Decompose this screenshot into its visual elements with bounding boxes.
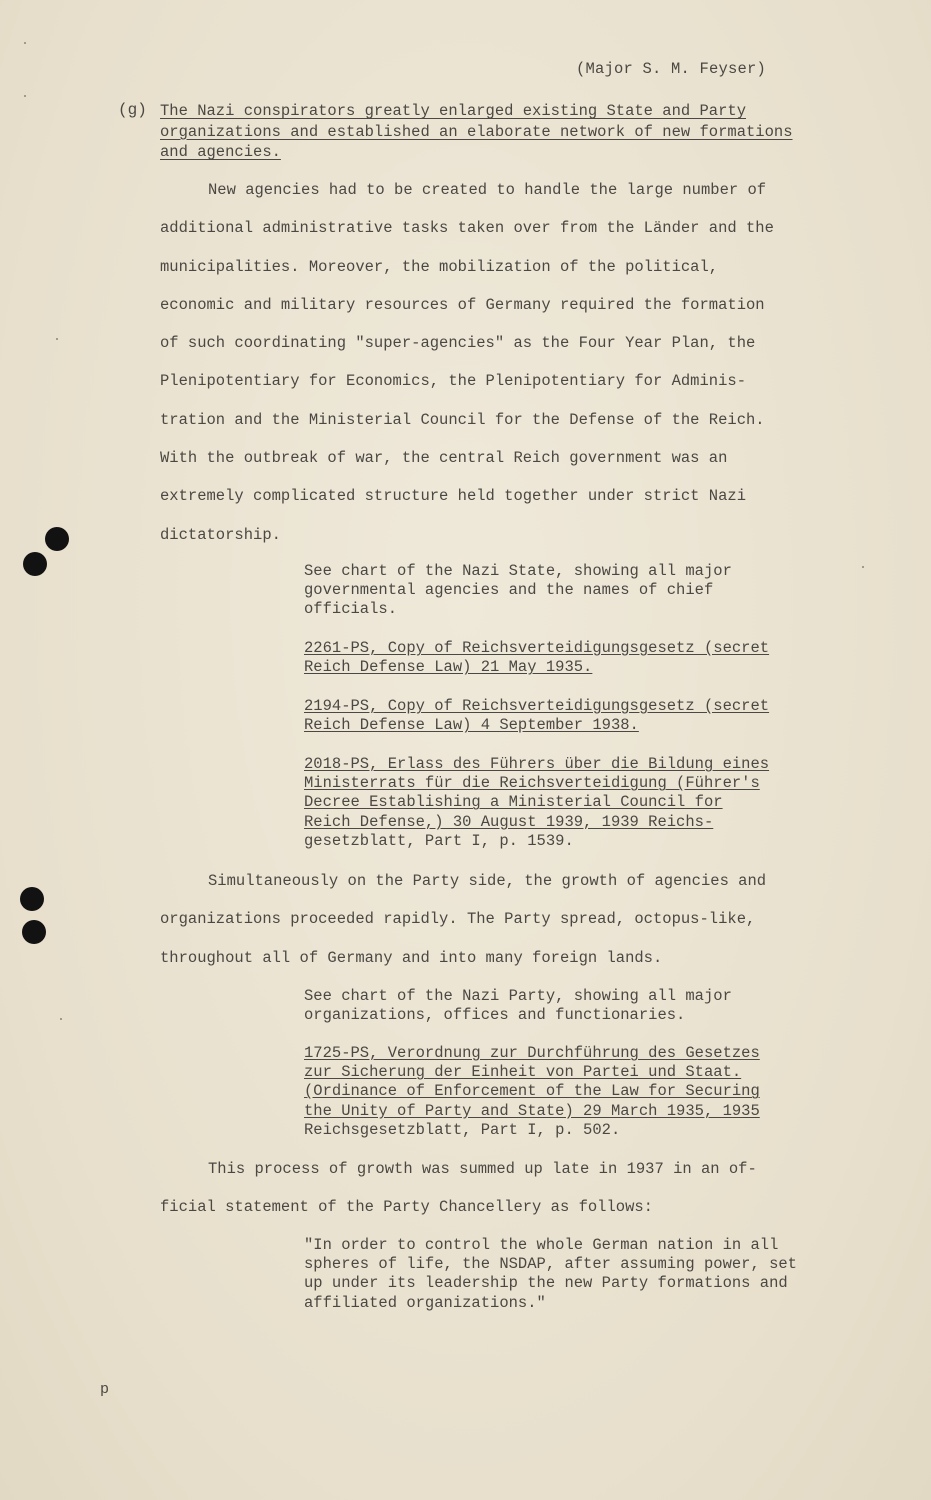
text-line: See chart of the Nazi Party, showing all major <box>304 987 732 1005</box>
text-line: municipalities. Moreover, the mobilization of the political, <box>160 257 719 276</box>
text-line: Ministerrats für die Reichsverteidigung (Führer's <box>304 774 760 793</box>
body-paragraph-2 <box>160 862 790 977</box>
text-line: gesetzblatt, Part I, p. 1539. <box>304 831 574 850</box>
text-line: throughout all of Germany and into many foreign lands. <box>160 948 663 967</box>
text-line: spheres of life, the NSDAP, after assuming power, set <box>304 1255 797 1274</box>
punch-hole <box>20 887 44 911</box>
body-paragraph-3 <box>160 1150 790 1227</box>
text-line: ficial statement of the Party Chancellery as follows: <box>160 1198 653 1217</box>
text-line: governmental agencies and the names of chief <box>304 581 714 600</box>
text-line: Reich Defense Law) 21 May 1935. <box>304 658 593 677</box>
reference-note-1 <box>304 562 794 620</box>
punch-hole <box>22 920 46 944</box>
quotation-block <box>304 1236 824 1313</box>
reference-note-4 <box>304 755 794 851</box>
text-line: the Unity of Party and State) 29 March 1935, 1935 <box>304 1101 760 1120</box>
heading-line: and agencies. <box>160 143 281 161</box>
text-line: zur Sicherung der Einheit von Partei und Staat. <box>304 1063 742 1082</box>
text-line: New agencies had to be created to handle the large number of <box>208 181 767 199</box>
paper-speck <box>60 1018 62 1020</box>
text-line: organizations, offices and functionaries. <box>304 1006 686 1025</box>
text-line: extremely complicated structure held together under strict Nazi <box>160 487 746 506</box>
text-line: dictatorship. <box>160 525 281 544</box>
text-line: economic and military resources of Germany required the formation <box>160 295 765 314</box>
text-line: 2261-PS, Copy of Reichsverteidigungsgesetz (secret <box>304 639 770 657</box>
text-line: "In order to control the whole German nation in all <box>304 1236 779 1254</box>
heading-line: organizations and established an elaborate network of new formations <box>160 122 793 141</box>
text-line: Simultaneously on the Party side, the growth of agencies and <box>208 872 767 890</box>
author-attribution: (Major S. M. Feyser) <box>576 60 767 78</box>
text-line: affiliated organizations." <box>304 1293 546 1312</box>
punch-hole <box>45 527 69 551</box>
reference-note-3 <box>304 697 794 735</box>
punch-hole <box>23 552 47 576</box>
paper-speck <box>24 95 26 97</box>
text-line: With the outbreak of war, the central Reich government was an <box>160 449 728 468</box>
text-line: 1725-PS, Verordnung zur Durchführung des Gesetzes <box>304 1044 760 1062</box>
text-line: tration and the Ministerial Council for the Defense of the Reich. <box>160 410 765 429</box>
text-line: (Ordinance of Enforcement of the Law for Securing <box>304 1082 760 1101</box>
text-line: of such coordinating "super-agencies" as the Four Year Plan, the <box>160 334 756 353</box>
text-line: Reichsgesetzblatt, Part I, p. 502. <box>304 1120 621 1139</box>
reference-note-6 <box>304 1044 794 1140</box>
text-line: See chart of the Nazi State, showing all major <box>304 562 732 580</box>
text-line: Reich Defense Law) 4 September 1938. <box>304 716 639 735</box>
text-line: officials. <box>304 600 398 619</box>
footer-mark: p <box>100 1381 110 1398</box>
text-line: up under its leadership the new Party formations and <box>304 1274 788 1293</box>
paper-speck <box>862 566 864 568</box>
reference-note-5 <box>304 987 794 1025</box>
text-line: Decree Establishing a Ministerial Council for <box>304 793 723 812</box>
text-line: 2194-PS, Copy of Reichsverteidigungsgesetz (secret <box>304 697 770 715</box>
text-line: This process of growth was summed up late in 1937 in an of- <box>208 1160 757 1178</box>
text-line: Reich Defense,) 30 August 1939, 1939 Reichs- <box>304 812 714 831</box>
text-line: additional administrative tasks taken over from the Länder and the <box>160 219 774 238</box>
text-line: 2018-PS, Erlass des Führers über die Bildung eines <box>304 755 770 773</box>
heading-line: The Nazi conspirators greatly enlarged existing State and Party <box>160 102 746 120</box>
section-heading <box>160 101 820 163</box>
reference-note-2 <box>304 639 794 677</box>
body-paragraph-1 <box>160 171 790 554</box>
section-label: (g) <box>118 101 147 119</box>
text-line: organizations proceeded rapidly. The Party spread, octopus-like, <box>160 910 756 929</box>
paper-speck <box>24 42 26 44</box>
paper-speck <box>56 338 58 340</box>
text-line: Plenipotentiary for Economics, the Plenipotentiary for Adminis- <box>160 372 746 391</box>
